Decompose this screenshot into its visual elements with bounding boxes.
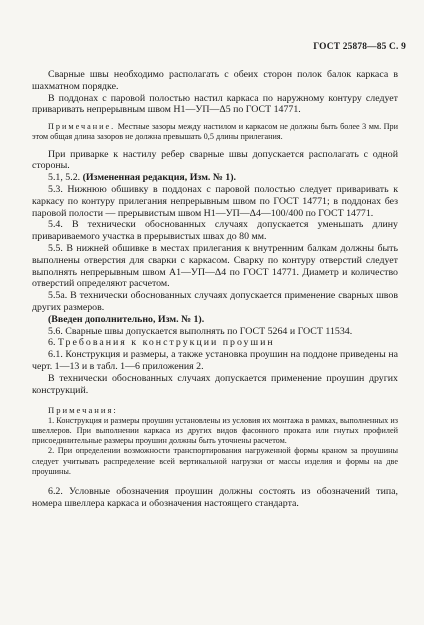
amendment-added: (Введен дополнительно, Изм. № 1).	[48, 313, 205, 325]
paragraph-5-5a: 5.5а. В технически обоснованных случаях допускается применение сварных швов других размеров.	[32, 290, 398, 313]
section-title: Требования к конструкции проушин	[57, 337, 275, 349]
page-header: ГОСТ 25878—85 С. 9	[313, 42, 406, 52]
note-text: Местные зазоры между настилом и каркасом не должны быть более 3 мм. При этом общая длина зазоров не должна превышать 0,5 длины прилегания.	[32, 122, 398, 142]
paragraph-rib-welding: При приварке к настилу ребер сварные швы допускается располагать с одной стороны.	[32, 148, 398, 172]
paragraph-other-designs: В технически обоснованных случаях допускается применение проушин других конструкций.	[32, 372, 398, 396]
paragraph-5-1-5-2	[32, 172, 398, 184]
paragraph-5-4: 5.4. В технически обоснованных случаях допускается уменьшать длину привариваемого участка в прерывистых швах до 80 мм.	[32, 219, 398, 243]
paragraph-6-2: 6.2. Условные обозначения проушин должны состоять из обозначений типа, номера швеллера каркаса и обозначения настоящего стандарта.	[32, 486, 398, 509]
note-2: 2. При определении возможности транспортирования нагруженной формы краном за проушины следует учитывать распределение всей вертикальной нагрузки от массы изделия и формы на две проушины.	[32, 446, 398, 476]
note-1: 1. Конструкция и размеры проушин установлены из условия их монтажа в рамках, выполненных из швеллеров. При выполнении каркаса из других видов фасонного проката или гнутых профилей присоединительные размеры проушин должны быть уточнены расчетом.	[32, 415, 398, 446]
paragraph-6-1: 6.1. Конструкция и размеры, а также установка проушин на поддоне приведены на черт. 1—13 и в табл. 1—6 приложения 2.	[32, 349, 398, 372]
amendment-note: (Измененная редакция, Изм. № 1).	[82, 172, 236, 184]
paragraph-steam-cavity-weld: В поддонах с паровой полостью настил каркаса по наружному контуру следует приваривать непрерывным швом Н1—УП—Δ5 по ГОСТ 14771.	[32, 92, 398, 116]
note-label: Примечание.	[48, 122, 116, 132]
paragraph-5-3: 5.3. Нижнюю обшивку в поддонах с паровой полостью следует приваривать к каркасу по контуру прилегания непрерывным швом по ГОСТ 14771; в поддонах без паровой полости — прерывистым швом Н1—УП—Δ4—100/400 по ГОСТ 14771.	[32, 183, 398, 219]
document-body	[32, 69, 398, 510]
section-number: 6.	[48, 337, 56, 349]
note-gaps	[32, 122, 398, 142]
section-heading-6	[32, 337, 398, 349]
paragraph-weld-placement: Сварные швы необходимо располагать с обеих сторон полок балок каркаса в шахматном порядке.	[32, 69, 398, 92]
clause-number: 5.1, 5.2.	[48, 172, 83, 184]
paragraph-5-5: 5.5. В нижней обшивке в местах прилегания к внутренним балкам должны быть выполнены отверстия для сварки с каркасом. Сварку по контуру отверстий следует выполнять непрерывным швом А1—УП—Δ4 по ГОСТ 14771. Диаметр и количество отверстий определяют расчетом.	[32, 242, 398, 290]
paragraph-5-6: 5.6. Сварные швы допускается выполнять по ГОСТ 5264 и ГОСТ 11534.	[48, 325, 353, 337]
notes-heading: Примечания:	[48, 405, 118, 416]
